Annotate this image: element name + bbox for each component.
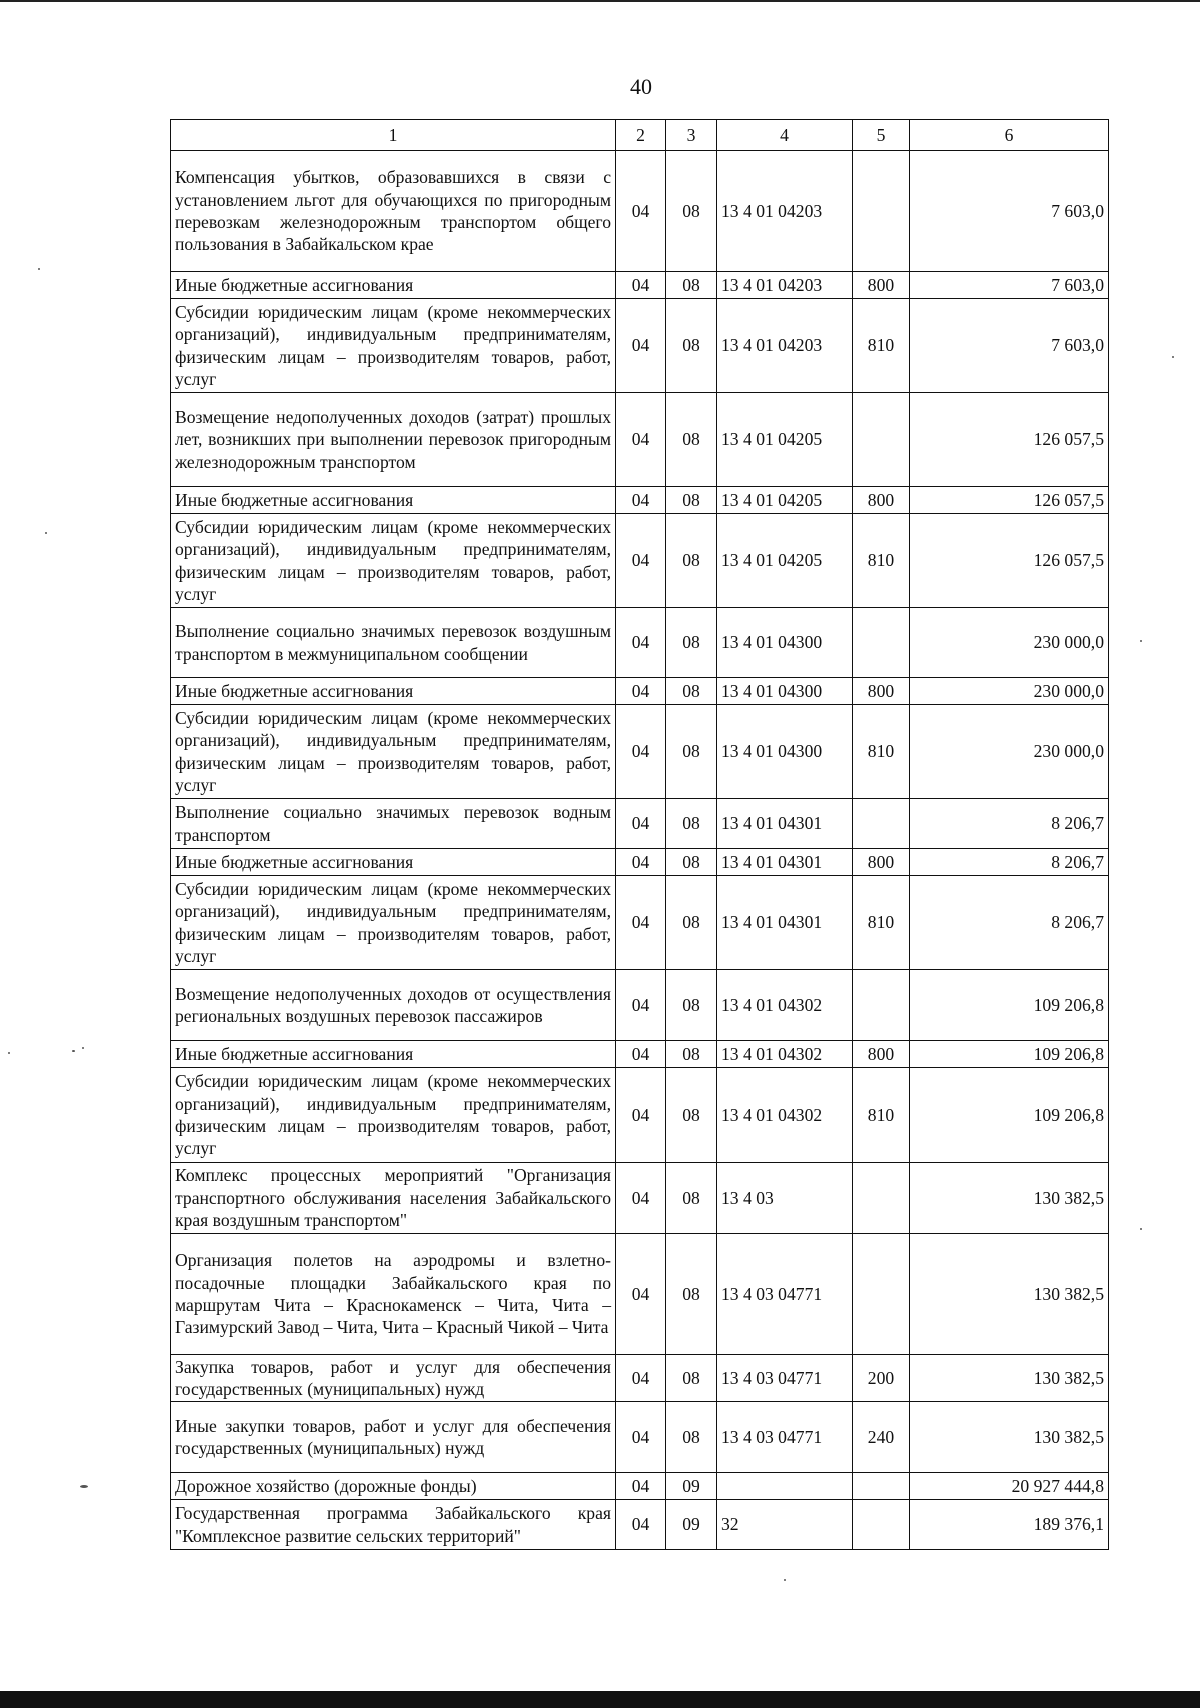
target-article-cell — [717, 1473, 853, 1500]
table-row — [171, 678, 1109, 705]
subsection-code-cell: 09 — [666, 1473, 717, 1500]
subsection-code-cell: 08 — [666, 799, 717, 849]
column-header-5: 5 — [853, 120, 910, 151]
row-name-cell: Иные закупки товаров, работ и услуг для обеспечения государственных (муниципальных) нужд — [171, 1402, 616, 1473]
table-row — [171, 1068, 1109, 1163]
target-article-cell: 13 4 03 — [717, 1163, 853, 1234]
expense-type-cell: 810 — [853, 705, 910, 799]
amount-cell: 189 376,1 — [910, 1500, 1109, 1550]
expense-type-cell — [853, 1473, 910, 1500]
table-row — [171, 151, 1109, 272]
subsection-code-cell: 08 — [666, 299, 717, 393]
budget-table — [170, 119, 1109, 1550]
column-header-4: 4 — [717, 120, 853, 151]
amount-cell: 7 603,0 — [910, 299, 1109, 393]
row-name-cell: Субсидии юридическим лицам (кроме некоммерческих организаций), индивидуальным предпринимателям, физическим лицам – производителям товаров, работ, услуг — [171, 299, 616, 393]
subsection-code-cell: 08 — [666, 514, 717, 608]
subsection-code-cell: 08 — [666, 705, 717, 799]
row-name-cell: Организация полетов на аэродромы и взлетно-посадочные площадки Забайкальского края по маршрутам Чита – Краснокаменск – Чита, Чита – Газимурский Завод – Чита, Чита – Красный Чикой – Чита — [171, 1234, 616, 1355]
target-article-cell: 13 4 01 04300 — [717, 705, 853, 799]
table-row — [171, 1163, 1109, 1234]
row-name-cell: Возмещение недополученных доходов (затрат) прошлых лет, возникших при выполнении перевозок пригородным железнодорожным транспортом — [171, 393, 616, 487]
row-name-cell: Выполнение социально значимых перевозок водным транспортом — [171, 799, 616, 849]
expense-type-cell: 800 — [853, 272, 910, 299]
expense-type-cell — [853, 970, 910, 1041]
table-row — [171, 1473, 1109, 1500]
target-article-cell: 13 4 01 04300 — [717, 678, 853, 705]
column-header-3: 3 — [666, 120, 717, 151]
table-row — [171, 1234, 1109, 1355]
amount-cell: 130 382,5 — [910, 1402, 1109, 1473]
expense-type-cell — [853, 1163, 910, 1234]
section-code-cell: 04 — [616, 1355, 666, 1402]
amount-cell: 8 206,7 — [910, 799, 1109, 849]
table-row — [171, 1402, 1109, 1473]
row-name-cell: Субсидии юридическим лицам (кроме некоммерческих организаций), индивидуальным предпринимателям, физическим лицам – производителям товаров, работ, услуг — [171, 1068, 616, 1163]
target-article-cell: 13 4 01 04205 — [717, 514, 853, 608]
row-name-cell: Иные бюджетные ассигнования — [171, 678, 616, 705]
amount-cell: 130 382,5 — [910, 1355, 1109, 1402]
expense-type-cell: 810 — [853, 876, 910, 970]
target-article-cell: 13 4 01 04301 — [717, 799, 853, 849]
scan-bottom-edge — [0, 1691, 1200, 1708]
expense-type-cell — [853, 393, 910, 487]
target-article-cell: 13 4 01 04302 — [717, 1041, 853, 1068]
subsection-code-cell: 08 — [666, 393, 717, 487]
subsection-code-cell: 08 — [666, 1234, 717, 1355]
section-code-cell: 04 — [616, 608, 666, 678]
expense-type-cell — [853, 799, 910, 849]
column-header-1: 1 — [171, 120, 616, 151]
scan-speck — [8, 1052, 10, 1054]
row-name-cell: Иные бюджетные ассигнования — [171, 272, 616, 299]
target-article-cell: 13 4 01 04205 — [717, 393, 853, 487]
expense-type-cell: 800 — [853, 678, 910, 705]
target-article-cell: 13 4 01 04205 — [717, 487, 853, 514]
scan-speck — [82, 1047, 84, 1049]
target-article-cell: 13 4 01 04301 — [717, 849, 853, 876]
amount-cell: 126 057,5 — [910, 393, 1109, 487]
section-code-cell: 04 — [616, 1234, 666, 1355]
expense-type-cell: 810 — [853, 1068, 910, 1163]
table-row — [171, 876, 1109, 970]
row-name-cell: Дорожное хозяйство (дорожные фонды) — [171, 1473, 616, 1500]
target-article-cell: 32 — [717, 1500, 853, 1550]
table-row — [171, 272, 1109, 299]
amount-cell: 126 057,5 — [910, 514, 1109, 608]
column-header-2: 2 — [616, 120, 666, 151]
table-row — [171, 608, 1109, 678]
amount-cell: 20 927 444,8 — [910, 1473, 1109, 1500]
expense-type-cell: 800 — [853, 487, 910, 514]
target-article-cell: 13 4 01 04300 — [717, 608, 853, 678]
target-article-cell: 13 4 01 04203 — [717, 299, 853, 393]
row-name-cell: Выполнение социально значимых перевозок воздушным транспортом в межмуниципальном сообщении — [171, 608, 616, 678]
section-code-cell: 04 — [616, 799, 666, 849]
section-code-cell: 04 — [616, 1163, 666, 1234]
table-row — [171, 299, 1109, 393]
scan-top-edge — [0, 0, 1200, 2]
subsection-code-cell: 08 — [666, 487, 717, 514]
section-code-cell: 04 — [616, 1041, 666, 1068]
amount-cell: 7 603,0 — [910, 151, 1109, 272]
target-article-cell: 13 4 01 04203 — [717, 272, 853, 299]
section-code-cell: 04 — [616, 514, 666, 608]
section-code-cell: 04 — [616, 1473, 666, 1500]
amount-cell: 8 206,7 — [910, 876, 1109, 970]
scan-speck — [72, 1050, 75, 1052]
scan-speck — [1140, 640, 1142, 642]
amount-cell: 7 603,0 — [910, 272, 1109, 299]
subsection-code-cell: 08 — [666, 272, 717, 299]
table-row — [171, 1041, 1109, 1068]
section-code-cell: 04 — [616, 678, 666, 705]
column-header-6: 6 — [910, 120, 1109, 151]
row-name-cell: Иные бюджетные ассигнования — [171, 487, 616, 514]
section-code-cell: 04 — [616, 393, 666, 487]
section-code-cell: 04 — [616, 299, 666, 393]
amount-cell: 109 206,8 — [910, 1068, 1109, 1163]
scan-speck — [80, 1485, 88, 1488]
target-article-cell: 13 4 01 04203 — [717, 151, 853, 272]
expense-type-cell: 200 — [853, 1355, 910, 1402]
table-header-row — [171, 120, 1109, 151]
row-name-cell: Субсидии юридическим лицам (кроме некоммерческих организаций), индивидуальным предпринимателям, физическим лицам – производителям товаров, работ, услуг — [171, 514, 616, 608]
amount-cell: 109 206,8 — [910, 970, 1109, 1041]
section-code-cell: 04 — [616, 151, 666, 272]
expense-type-cell: 240 — [853, 1402, 910, 1473]
section-code-cell: 04 — [616, 849, 666, 876]
subsection-code-cell: 08 — [666, 608, 717, 678]
row-name-cell: Субсидии юридическим лицам (кроме некоммерческих организаций), индивидуальным предпринимателям, физическим лицам – производителям товаров, работ, услуг — [171, 876, 616, 970]
amount-cell: 230 000,0 — [910, 608, 1109, 678]
section-code-cell: 04 — [616, 705, 666, 799]
amount-cell: 126 057,5 — [910, 487, 1109, 514]
subsection-code-cell: 08 — [666, 1402, 717, 1473]
expense-type-cell — [853, 1234, 910, 1355]
table-row — [171, 514, 1109, 608]
amount-cell: 230 000,0 — [910, 678, 1109, 705]
row-name-cell: Государственная программа Забайкальского края "Комплексное развитие сельских территорий" — [171, 1500, 616, 1550]
section-code-cell: 04 — [616, 1402, 666, 1473]
scan-speck — [1140, 1228, 1142, 1230]
section-code-cell: 04 — [616, 272, 666, 299]
subsection-code-cell: 08 — [666, 151, 717, 272]
expense-type-cell — [853, 1500, 910, 1550]
target-article-cell: 13 4 01 04302 — [717, 970, 853, 1041]
subsection-code-cell: 08 — [666, 1355, 717, 1402]
section-code-cell: 04 — [616, 487, 666, 514]
table-row — [171, 1355, 1109, 1402]
table-row — [171, 487, 1109, 514]
subsection-code-cell: 09 — [666, 1500, 717, 1550]
row-name-cell: Компенсация убытков, образовавшихся в связи с установлением льгот для обучающихся по пригородным перевозкам железнодорожным транспортом общего пользования в Забайкальском крае — [171, 151, 616, 272]
target-article-cell: 13 4 03 04771 — [717, 1234, 853, 1355]
subsection-code-cell: 08 — [666, 1041, 717, 1068]
target-article-cell: 13 4 03 04771 — [717, 1355, 853, 1402]
table-row — [171, 970, 1109, 1041]
table-row — [171, 705, 1109, 799]
target-article-cell: 13 4 01 04302 — [717, 1068, 853, 1163]
subsection-code-cell: 08 — [666, 876, 717, 970]
section-code-cell: 04 — [616, 1500, 666, 1550]
amount-cell: 109 206,8 — [910, 1041, 1109, 1068]
amount-cell: 130 382,5 — [910, 1163, 1109, 1234]
table-row — [171, 849, 1109, 876]
section-code-cell: 04 — [616, 970, 666, 1041]
scan-speck — [45, 532, 47, 534]
amount-cell: 230 000,0 — [910, 705, 1109, 799]
scan-speck — [38, 268, 40, 270]
row-name-cell: Иные бюджетные ассигнования — [171, 1041, 616, 1068]
amount-cell: 130 382,5 — [910, 1234, 1109, 1355]
table-row — [171, 1500, 1109, 1550]
scan-speck — [784, 1579, 786, 1581]
row-name-cell: Закупка товаров, работ и услуг для обеспечения государственных (муниципальных) нужд — [171, 1355, 616, 1402]
amount-cell: 8 206,7 — [910, 849, 1109, 876]
target-article-cell: 13 4 03 04771 — [717, 1402, 853, 1473]
row-name-cell: Иные бюджетные ассигнования — [171, 849, 616, 876]
expense-type-cell: 800 — [853, 849, 910, 876]
subsection-code-cell: 08 — [666, 970, 717, 1041]
subsection-code-cell: 08 — [666, 1068, 717, 1163]
subsection-code-cell: 08 — [666, 678, 717, 705]
subsection-code-cell: 08 — [666, 849, 717, 876]
section-code-cell: 04 — [616, 1068, 666, 1163]
target-article-cell: 13 4 01 04301 — [717, 876, 853, 970]
expense-type-cell — [853, 151, 910, 272]
expense-type-cell: 810 — [853, 299, 910, 393]
table-row — [171, 799, 1109, 849]
row-name-cell: Субсидии юридическим лицам (кроме некоммерческих организаций), индивидуальным предпринимателям, физическим лицам – производителям товаров, работ, услуг — [171, 705, 616, 799]
table-row — [171, 393, 1109, 487]
row-name-cell: Комплекс процессных мероприятий "Организация транспортного обслуживания населения Забайкальского края воздушным транспортом" — [171, 1163, 616, 1234]
row-name-cell: Возмещение недополученных доходов от осуществления региональных воздушных перевозок пассажиров — [171, 970, 616, 1041]
subsection-code-cell: 08 — [666, 1163, 717, 1234]
scan-speck — [1172, 356, 1174, 358]
page-number: 40 — [630, 74, 652, 99]
expense-type-cell: 810 — [853, 514, 910, 608]
expense-type-cell: 800 — [853, 1041, 910, 1068]
section-code-cell: 04 — [616, 876, 666, 970]
expense-type-cell — [853, 608, 910, 678]
